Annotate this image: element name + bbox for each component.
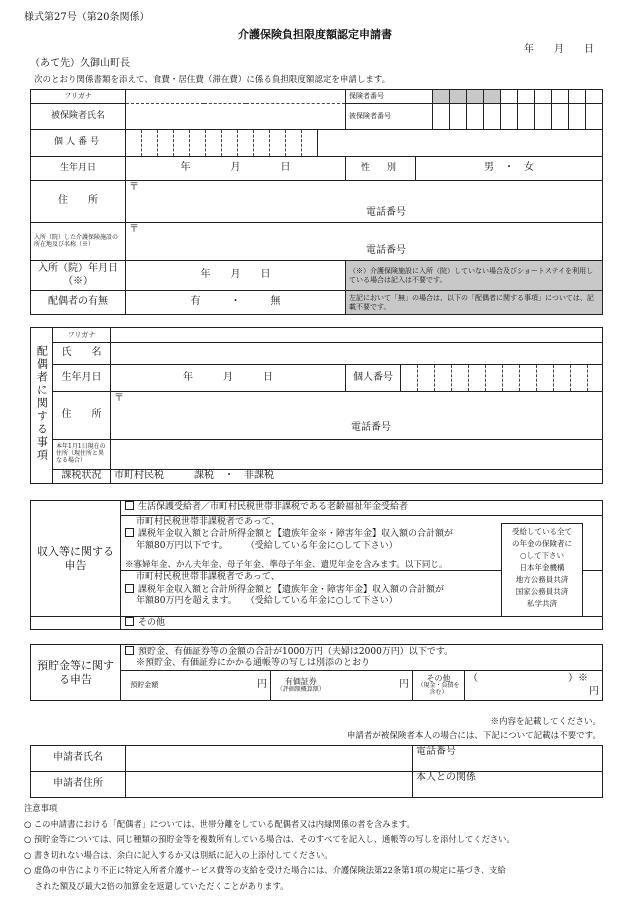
- other-assets-yen: 円: [589, 685, 599, 697]
- phone-label: 電話番号: [366, 207, 406, 218]
- income-opt3-b: 年額80万円を超えます。 （受給している年金に○して下さい）: [136, 595, 398, 606]
- insured-no-cell[interactable]: [450, 104, 467, 130]
- spouse-name-label: 氏 名: [53, 343, 111, 365]
- other-assets-label: [413, 671, 465, 701]
- insured-no-cell[interactable]: [467, 104, 484, 130]
- spouse-address-input[interactable]: [111, 392, 603, 440]
- insurer-no-cell[interactable]: [501, 90, 518, 104]
- caution-notes: [24, 801, 515, 894]
- facility-phone-label: 電話番号: [366, 245, 406, 256]
- insured-no-cell[interactable]: [569, 104, 586, 130]
- savings-check-text: 預貯金、有価証券等の金額の合計が1000万円（夫婦は2000万円）以下です。: [138, 646, 454, 657]
- admission-date[interactable]: 年 月 日: [126, 261, 346, 291]
- furigana-label: フリガナ: [31, 90, 126, 104]
- sex-options[interactable]: 男 ・ 女: [416, 157, 603, 181]
- income-other-text: その他: [138, 618, 166, 628]
- address-input[interactable]: [126, 181, 603, 223]
- caution-item: ○ 虚偽の申告により不正に特定入所者介護サービス費等の支給を受けた場合には、介護保険法第22条第1項の規定に基づき、支給: [24, 865, 506, 875]
- spouse-section-text: 配偶者に関する事項: [35, 344, 49, 462]
- tax-status-label: 課税状況: [53, 470, 111, 484]
- facility-input[interactable]: [126, 223, 603, 261]
- spouse-exists-label: 配偶者の有無: [31, 291, 126, 315]
- address-label: 住 所: [31, 181, 126, 223]
- income-opt2-checkbox[interactable]: [125, 528, 134, 537]
- spouse-birth-date[interactable]: 年 月 日: [111, 365, 346, 392]
- savings-label: 預貯金等に関する申告: [31, 645, 121, 701]
- spouse-address-label: 住 所: [53, 392, 111, 440]
- spouse-jan-address-label: 本年1月1日現在の住所（現住所と異なる場合）: [53, 440, 111, 470]
- relation-input[interactable]: 本人との関係: [413, 772, 603, 798]
- income-opt2-pre: 市町村民税世帯非課税者であって、: [136, 517, 280, 527]
- postal-mark: 〒: [129, 182, 139, 193]
- deposit-label: 預貯金額: [121, 671, 168, 701]
- insurer-no-cell[interactable]: [518, 90, 535, 104]
- insurer-no-cell[interactable]: [569, 90, 586, 104]
- income-opt3-checkbox[interactable]: [125, 584, 134, 593]
- insurer-no-cell: [467, 90, 484, 104]
- income-table: [30, 500, 603, 630]
- pension-box-line: ○して下さい: [519, 551, 565, 560]
- applicant-name-input[interactable]: [126, 746, 413, 772]
- income-other-checkbox[interactable]: [125, 617, 134, 626]
- form-title: 介護保険負担限度額認定申請書: [238, 28, 392, 41]
- spouse-exists-options[interactable]: 有 ・ 無: [126, 291, 346, 315]
- insured-no-cell[interactable]: [518, 104, 535, 130]
- income-opt3-pre: 市町村民税世帯非課税者であって、: [136, 572, 280, 583]
- income-other[interactable]: [121, 617, 603, 630]
- caution-title: 注意事項: [24, 803, 58, 813]
- tax-status-options[interactable]: 市町村民税 課税 ・ 非課税: [111, 470, 603, 484]
- spouse-personal-no-label: 個人番号: [346, 365, 401, 392]
- pension-insurer-box: [501, 523, 583, 617]
- facility-postal-mark: 〒: [129, 224, 139, 235]
- income-opt2-a: 課税年金収入額と合計所得金額と【遺族年金※・障害年金】収入額の合計額が: [138, 529, 454, 540]
- spouse-postal-mark: 〒: [114, 393, 124, 404]
- sex-label: 性 別: [346, 157, 416, 181]
- spouse-phone-label: 電話番号: [351, 422, 391, 433]
- income-opt1-text: 生活保護受給者／市町村民税世帯非課税である老齢福祉年金受給者: [138, 502, 409, 512]
- insurer-no-cell[interactable]: [552, 90, 569, 104]
- applicant-address-input[interactable]: [126, 772, 413, 798]
- caution-item: ○ この申請書における「配偶者」については、世帯分離をしている配偶者又は内縁関係の者を含みます。: [24, 818, 415, 829]
- securities-sub: （評価額概算額）: [276, 685, 325, 693]
- insurer-no-cell[interactable]: [586, 90, 603, 104]
- applicant-table: [30, 745, 603, 798]
- fill-note: ※内容を記載してください。: [490, 717, 601, 727]
- caution-item: ○ 書き切れない場合は、余白に記入するか又は別紙に記入の上添付してください。: [24, 849, 333, 860]
- insured-no-label: 被保険者番号: [346, 104, 433, 130]
- pension-option-kokka[interactable]: 国家公務員共済: [515, 587, 569, 596]
- admission-note: （※）介護保険施設に入所（院）していない場合及びショートステイを利用している場合は記入は不要です。: [346, 261, 603, 291]
- insurer-no-cell[interactable]: [535, 90, 552, 104]
- spouse-note: 左記において「無」の場合は、以下の「配偶者に関する事項」については、記載不要です。: [346, 291, 603, 315]
- facility-label: 入所（院）した介護保険施設の所在地及び名称（※）: [31, 223, 126, 261]
- savings-checkbox[interactable]: [125, 646, 134, 655]
- personal-no-input[interactable]: [126, 130, 603, 157]
- spouse-table: [30, 327, 603, 484]
- other-assets-input[interactable]: [465, 671, 603, 701]
- form-date: 年 月 日: [524, 44, 594, 55]
- applicant-phone[interactable]: 電話番号: [413, 746, 603, 772]
- addressee: （あて先）久御山町長: [30, 58, 130, 69]
- insured-no-cell[interactable]: [552, 104, 569, 130]
- birth-date[interactable]: 年 月 日: [126, 157, 346, 181]
- insured-no-cell[interactable]: [433, 104, 450, 130]
- securities-text: 有価証券: [284, 677, 317, 687]
- spouse-furigana-input[interactable]: [111, 328, 603, 343]
- insurer-no-label: 保険者番号: [346, 90, 433, 104]
- income-opt1-checkbox[interactable]: [125, 501, 134, 510]
- spouse-personal-no-input[interactable]: [401, 365, 603, 392]
- personal-no-label: 個人番号: [31, 130, 126, 157]
- spouse-jan-address-input[interactable]: [111, 440, 603, 470]
- income-label-cont: [31, 617, 121, 630]
- savings-note: ※預貯金、有価証券にかかる通帳等の写しは別添のとおり: [136, 658, 371, 668]
- admission-label: 入所（院）年月日（※）: [31, 261, 126, 291]
- pension-note: ※寡婦年金、かん夫年金、母子年金、準母子年金、遺児年金を含みます。以下同じ。: [121, 560, 602, 572]
- intro-text: 次のとおり関係書類を添えて、食費・居住費（滞在費）に係る負担限度額認定を申請します。: [34, 75, 391, 85]
- pension-option-chiho[interactable]: 地方公務員共済: [515, 575, 569, 584]
- insurer-no-cell: [450, 90, 467, 104]
- savings-table: [30, 644, 603, 701]
- income-options: [121, 501, 603, 617]
- applicant-address-label: 申請者住所: [31, 772, 126, 798]
- pension-option-shigaku[interactable]: 私学共済: [527, 599, 557, 608]
- pension-box-line: 受給している全て: [512, 527, 572, 536]
- insured-no-cell[interactable]: [484, 104, 501, 130]
- birth-label: 生年月日: [31, 157, 126, 181]
- pension-box-line: の年金の保険者に: [512, 539, 572, 548]
- applicant-name-label: 申請者氏名: [31, 746, 126, 772]
- pension-option-nenkin[interactable]: 日本年金機構: [519, 563, 565, 572]
- insurer-no-cell: [484, 90, 501, 104]
- insured-table: [30, 89, 603, 315]
- spouse-name-input[interactable]: [111, 343, 603, 365]
- savings-check[interactable]: [121, 645, 603, 671]
- securities-yen[interactable]: 円: [331, 671, 413, 701]
- form-number: 様式第27号（第20条関係）: [24, 12, 150, 23]
- income-opt1[interactable]: [121, 501, 602, 516]
- insured-no-cell[interactable]: [586, 104, 603, 130]
- income-label: 収入等に関する申告: [31, 501, 121, 617]
- securities-label: [271, 671, 331, 701]
- caution-item: された額及び最大2倍の加算金を返還していただくことがあります。: [24, 880, 289, 891]
- spouse-section-label: [31, 328, 53, 484]
- insured-no-cell[interactable]: [535, 104, 552, 130]
- income-opt3-a: 課税年金収入額と合計所得金額と【遺族年金・障害年金】収入額の合計額が: [138, 584, 445, 595]
- deposit-yen[interactable]: 円: [168, 671, 271, 701]
- insurer-no-cell: [433, 90, 450, 104]
- applicant-note: 申請者が被保険者本人の場合には、下記について記載は不要です。: [346, 731, 601, 741]
- furigana-input[interactable]: [126, 90, 346, 104]
- insured-name-label: 被保険者氏名: [31, 104, 126, 130]
- caution-item: ○ 預貯金等については、同じ種類の預貯金等を複数所有している場合は、そのすべてを記入し、通帳等の写しを添付してください。: [24, 834, 515, 844]
- spouse-birth-label: 生年月日: [53, 365, 111, 392]
- other-assets-text: その他: [426, 674, 451, 684]
- insured-no-cell[interactable]: [501, 104, 518, 130]
- insured-name-input[interactable]: [126, 104, 346, 130]
- other-assets-sub: （現金・負債を含む）: [417, 682, 460, 697]
- spouse-furigana-label: フリガナ: [53, 328, 111, 343]
- other-assets-paren: （ ）※: [468, 673, 588, 684]
- income-opt2-b: 年額80万円以下です。 （受給している年金に○して下さい）: [136, 540, 398, 551]
